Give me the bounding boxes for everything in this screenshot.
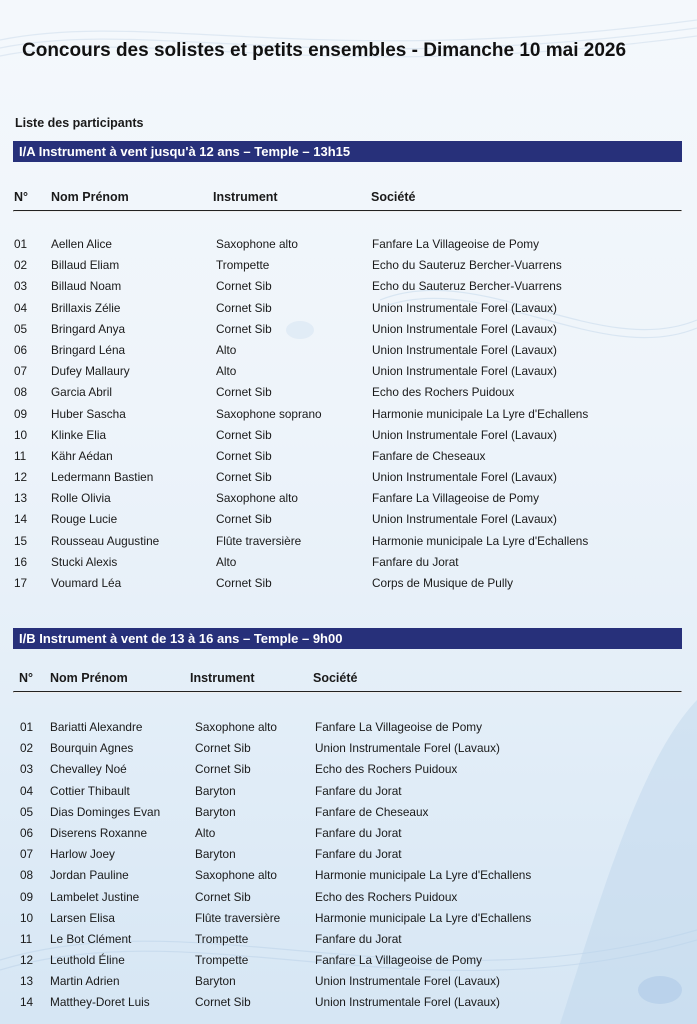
participant-society: Fanfare La Villageoise de Pomy [315, 953, 483, 968]
participant-instrument: Baryton [195, 974, 236, 989]
participant-society: Fanfare de Cheseaux [372, 448, 486, 463]
table-row [13, 555, 682, 576]
col-society-header: Société [371, 190, 416, 204]
participant-society: Fanfare du Jorat [315, 825, 402, 840]
participant-instrument: Baryton [195, 783, 236, 798]
row-number: 03 [20, 762, 34, 777]
table-row [13, 974, 682, 995]
col-num-header: N° [19, 671, 34, 685]
participant-instrument: Cornet Sib [195, 889, 251, 904]
participant-instrument: Cornet Sib [216, 321, 272, 336]
participant-name: Bariatti Alexandre [50, 720, 143, 734]
participant-instrument: Flûte traversière [216, 533, 302, 548]
table-row [13, 911, 682, 932]
participant-name: Chevalley Noé [50, 762, 127, 777]
participant-instrument: Alto [216, 342, 237, 357]
participant-society: Fanfare La Villageoise de Pomy [372, 491, 540, 506]
participant-society: Union Instrumentale Forel (Lavaux) [315, 995, 500, 1010]
participant-instrument: Cornet Sib [216, 448, 272, 463]
col-name-header: Nom Prénom [51, 190, 129, 204]
participant-name: Klinke Elia [51, 427, 107, 442]
participant-society: Union Instrumentale Forel (Lavaux) [372, 300, 557, 315]
table-row [13, 784, 682, 805]
participant-instrument: Cornet Sib [216, 385, 272, 400]
participant-name: Lambelet Justine [50, 889, 140, 904]
table-row [13, 237, 682, 258]
row-number: 07 [20, 847, 34, 862]
participant-name: Cottier Thibault [50, 783, 130, 798]
section-ib-header-rule [13, 691, 682, 693]
table-row [13, 720, 682, 741]
table-row [13, 805, 682, 826]
participant-name: Billaud Noam [51, 279, 122, 294]
participant-name: Bourquin Agnes [50, 741, 134, 756]
row-number: 04 [20, 783, 34, 798]
participant-name: Brillaxis Zélie [51, 300, 121, 315]
participant-name: Billaud Eliam [51, 258, 120, 273]
participant-instrument: Trompette [195, 953, 249, 968]
participant-instrument: Saxophone alto [195, 868, 277, 883]
participant-name: Rousseau Augustine [51, 533, 160, 548]
row-number: 10 [14, 427, 28, 442]
row-number: 17 [14, 576, 28, 590]
participant-name: Kähr Aédan [51, 448, 113, 463]
section-ia [13, 141, 682, 597]
participant-name: Ledermann Bastien [51, 470, 154, 485]
row-number: 14 [14, 512, 28, 527]
participant-instrument: Cornet Sib [195, 995, 251, 1010]
participant-name: Diserens Roxanne [50, 825, 148, 840]
participant-name: Leuthold Éline [50, 953, 125, 968]
participant-name: Matthey-Doret Luis [50, 995, 150, 1010]
row-number: 11 [14, 448, 27, 463]
row-number: 13 [14, 491, 28, 506]
table-row [13, 953, 682, 974]
table-row [13, 995, 682, 1016]
participant-society: Union Instrumentale Forel (Lavaux) [315, 974, 500, 989]
table-row [13, 826, 682, 847]
section-ib-rows [13, 720, 682, 1017]
table-row [13, 385, 682, 406]
table-row [13, 762, 682, 783]
table-row [13, 258, 682, 279]
participant-name: Rolle Olivia [51, 491, 111, 506]
participant-name: Aellen Alice [51, 237, 112, 251]
row-number: 06 [14, 342, 28, 357]
participant-society: Fanfare La Villageoise de Pomy [372, 237, 540, 251]
participant-name: Harlow Joey [50, 847, 115, 862]
row-number: 12 [20, 953, 34, 968]
participant-society: Harmonie municipale La Lyre d'Echallens [315, 910, 532, 925]
participant-society: Fanfare du Jorat [315, 783, 402, 798]
participant-name: Dias Dominges Evan [50, 804, 161, 819]
participant-society: Union Instrumentale Forel (Lavaux) [372, 321, 557, 336]
participant-society: Harmonie municipale La Lyre d'Echallens [372, 406, 589, 421]
table-row [13, 491, 682, 512]
row-number: 15 [14, 533, 28, 548]
table-row [13, 364, 682, 385]
participant-name: Stucki Alexis [51, 554, 118, 569]
participant-society: Union Instrumentale Forel (Lavaux) [372, 364, 557, 379]
section-ib [13, 628, 682, 1017]
participant-instrument: Cornet Sib [216, 300, 272, 315]
table-row [13, 322, 682, 343]
participant-instrument: Alto [195, 825, 216, 840]
participant-society: Echo du Sauteruz Bercher-Vuarrens [372, 258, 562, 273]
row-number: 06 [20, 825, 34, 840]
row-number: 12 [14, 470, 28, 485]
col-instrument-header: Instrument [213, 190, 278, 204]
participant-society: Union Instrumentale Forel (Lavaux) [372, 342, 557, 357]
table-row [13, 279, 682, 300]
participant-society: Harmonie municipale La Lyre d'Echallens [315, 868, 532, 883]
row-number: 07 [14, 364, 28, 379]
table-row [13, 534, 682, 555]
participant-instrument: Saxophone alto [195, 720, 277, 734]
participant-name: Martin Adrien [50, 974, 120, 989]
participant-instrument: Baryton [195, 847, 236, 862]
participant-instrument: Cornet Sib [216, 576, 272, 590]
row-number: 08 [14, 385, 28, 400]
participant-society: Echo du Sauteruz Bercher-Vuarrens [372, 279, 562, 294]
participant-society: Union Instrumentale Forel (Lavaux) [372, 427, 557, 442]
participant-society: Echo des Rochers Puidoux [315, 762, 458, 777]
table-row [13, 301, 682, 322]
table-row [13, 847, 682, 868]
table-row [13, 428, 682, 449]
row-number: 08 [20, 868, 34, 883]
participant-name: Larsen Elisa [50, 910, 115, 925]
col-instrument-header: Instrument [190, 671, 255, 685]
participant-society: Fanfare La Villageoise de Pomy [315, 720, 483, 734]
participant-instrument: Flûte traversière [195, 910, 281, 925]
row-number: 14 [20, 995, 34, 1010]
participant-society: Union Instrumentale Forel (Lavaux) [372, 512, 557, 527]
participant-society: Corps de Musique de Pully [372, 576, 513, 590]
participant-name: Dufey Mallaury [51, 364, 130, 379]
participant-society: Fanfare du Jorat [315, 847, 402, 862]
col-num-header: N° [14, 190, 29, 204]
table-row [13, 890, 682, 911]
participant-society: Harmonie municipale La Lyre d'Echallens [372, 533, 589, 548]
participant-instrument: Trompette [216, 258, 270, 273]
row-number: 05 [20, 804, 34, 819]
row-number: 09 [20, 889, 34, 904]
participant-instrument: Cornet Sib [216, 279, 272, 294]
table-row [13, 449, 682, 470]
table-row [13, 407, 682, 428]
row-number: 09 [14, 406, 28, 421]
section-ib-column-headers [13, 671, 682, 691]
participant-instrument: Cornet Sib [216, 512, 272, 527]
col-name-header: Nom Prénom [50, 671, 128, 685]
participant-instrument: Cornet Sib [195, 762, 251, 777]
participant-society: Fanfare du Jorat [315, 931, 402, 946]
row-number: 02 [20, 741, 34, 756]
participant-society: Union Instrumentale Forel (Lavaux) [315, 741, 500, 756]
participant-instrument: Alto [216, 364, 237, 379]
section-ia-column-headers [13, 190, 682, 210]
section-ib-banner: I/B Instrument à vent de 13 à 16 ans – Temple – 9h00 [13, 628, 682, 649]
row-number: 03 [14, 279, 28, 294]
row-number: 05 [14, 321, 28, 336]
row-number: 10 [20, 910, 34, 925]
row-number: 01 [20, 720, 34, 734]
participant-name: Huber Sascha [51, 406, 126, 421]
participant-name: Bringard Anya [51, 321, 126, 336]
section-ia-rows [13, 237, 682, 597]
row-number: 04 [14, 300, 28, 315]
participant-instrument: Trompette [195, 931, 249, 946]
row-number: 13 [20, 974, 34, 989]
table-row [13, 868, 682, 889]
participant-name: Garcia Abril [51, 385, 112, 400]
participant-instrument: Alto [216, 554, 237, 569]
table-row [13, 576, 682, 597]
participant-instrument: Saxophone alto [216, 491, 298, 506]
row-number: 02 [14, 258, 28, 273]
participants-list-label: Liste des participants [15, 116, 144, 130]
table-row [13, 343, 682, 364]
table-row [13, 470, 682, 491]
table-row [13, 741, 682, 762]
participant-society: Union Instrumentale Forel (Lavaux) [372, 470, 557, 485]
participant-society: Echo des Rochers Puidoux [315, 889, 458, 904]
table-row [13, 932, 682, 953]
participant-name: Jordan Pauline [50, 868, 129, 883]
row-number: 16 [14, 554, 28, 569]
participant-instrument: Cornet Sib [216, 427, 272, 442]
participant-instrument: Baryton [195, 804, 236, 819]
row-number: 01 [14, 237, 28, 251]
participant-society: Fanfare de Cheseaux [315, 804, 429, 819]
participant-instrument: Saxophone alto [216, 237, 298, 251]
participant-name: Bringard Léna [51, 342, 126, 357]
participant-name: Voumard Léa [51, 576, 122, 590]
section-ia-banner: I/A Instrument à vent jusqu'à 12 ans – Temple – 13h15 [13, 141, 682, 162]
section-ia-header-rule [13, 210, 682, 212]
table-row [13, 512, 682, 533]
participant-society: Echo des Rochers Puidoux [372, 385, 515, 400]
page-title: Concours des solistes et petits ensembles - Dimanche 10 mai 2026 [22, 40, 627, 61]
participant-instrument: Cornet Sib [195, 741, 251, 756]
col-society-header: Société [313, 671, 358, 685]
participant-instrument: Saxophone soprano [216, 406, 322, 421]
participant-name: Le Bot Clément [50, 931, 132, 946]
participant-name: Rouge Lucie [51, 512, 118, 527]
participant-instrument: Cornet Sib [216, 470, 272, 485]
participant-society: Fanfare du Jorat [372, 554, 459, 569]
row-number: 11 [20, 931, 33, 946]
